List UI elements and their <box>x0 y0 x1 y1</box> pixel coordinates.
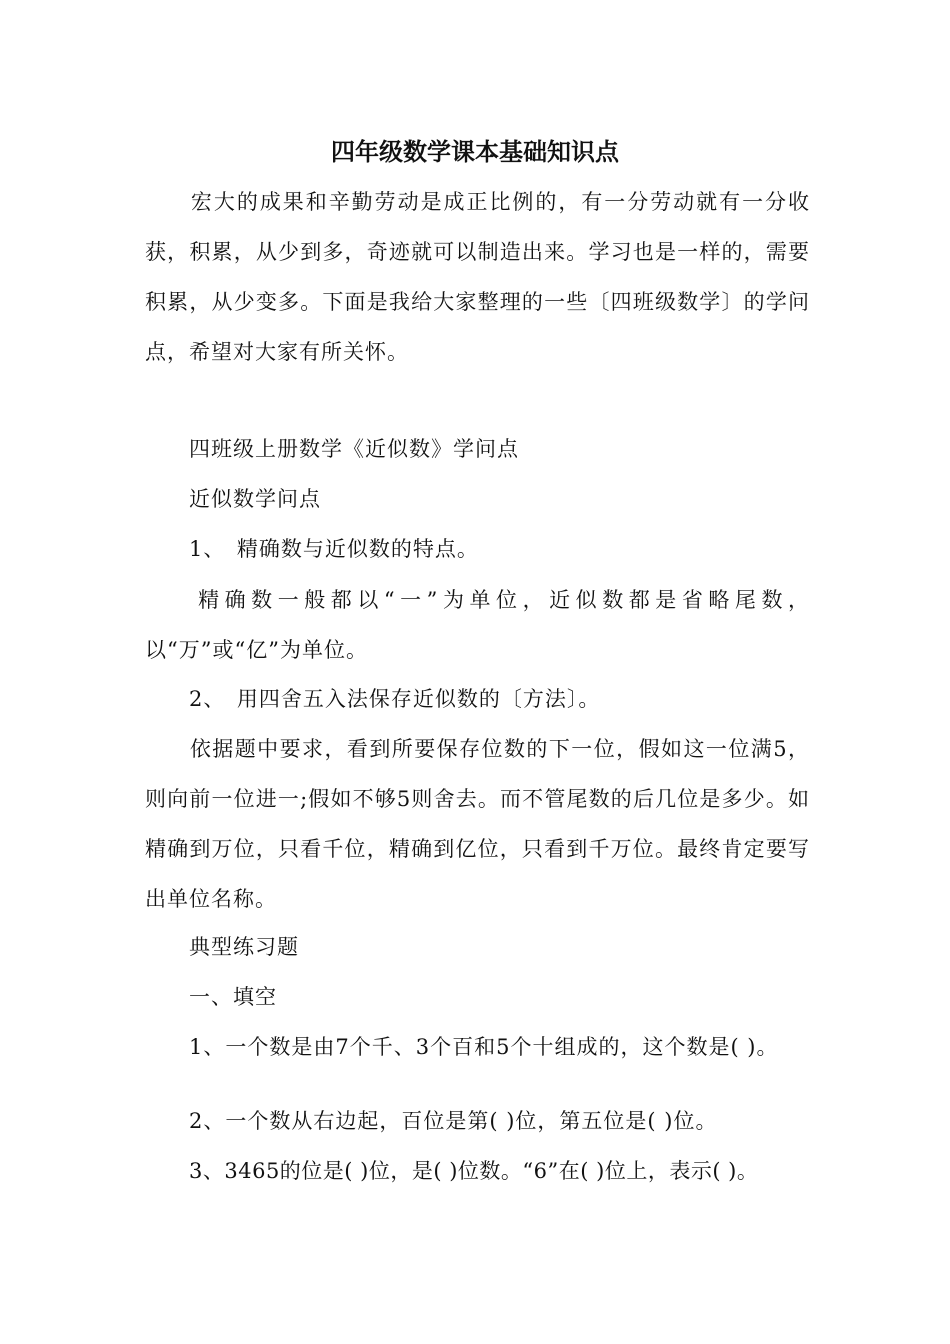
item2-body: 依据题中要求，看到所要保存位数的下一位，假如这一位满5，则向前一位进一;假如不够5则舍去。而不管尾数的后几位是多少。如精确到万位，只看千位，精确到亿位，只看到千万位。最终肯定要写出单位名称。 <box>145 737 810 911</box>
document-title: 四年级数学课本基础知识点 <box>331 137 619 166</box>
item2-title: 2、 用四舍五入法保存近似数的〔方法〕。 <box>189 687 601 711</box>
question-1: 1、一个数是由7个千、3个百和5个十组成的，这个数是( )。 <box>189 1035 779 1059</box>
intro-paragraph: 宏大的成果和辛勤劳动是成正比例的，有一分劳动就有一分收获，积累，从少到多，奇迹就可以制造出来。学习也是一样的，需要积累，从少变多。下面是我给大家整理的一些〔四班级数学〕的学问点，希望对大家有所关怀。 <box>145 190 810 364</box>
subheading: 近似数学问点 <box>189 487 321 511</box>
question-3: 3、3465的位是( )位，是( )位数。“6”在( )位上，表示( )。 <box>189 1159 759 1183</box>
question-2: 2、一个数从右边起，百位是第( )位，第五位是( )位。 <box>189 1109 718 1133</box>
section-heading: 四班级上册数学《近似数》学问点 <box>189 437 519 461</box>
exercise-part: 一、填空 <box>189 985 277 1009</box>
item1-body: 精确数一般都以“一”为单位，近似数都是省略尾数，以“万”或“亿”为单位。 <box>145 588 810 662</box>
exercise-heading: 典型练习题 <box>189 935 299 959</box>
item1-title: 1、 精确数与近似数的特点。 <box>189 537 479 561</box>
